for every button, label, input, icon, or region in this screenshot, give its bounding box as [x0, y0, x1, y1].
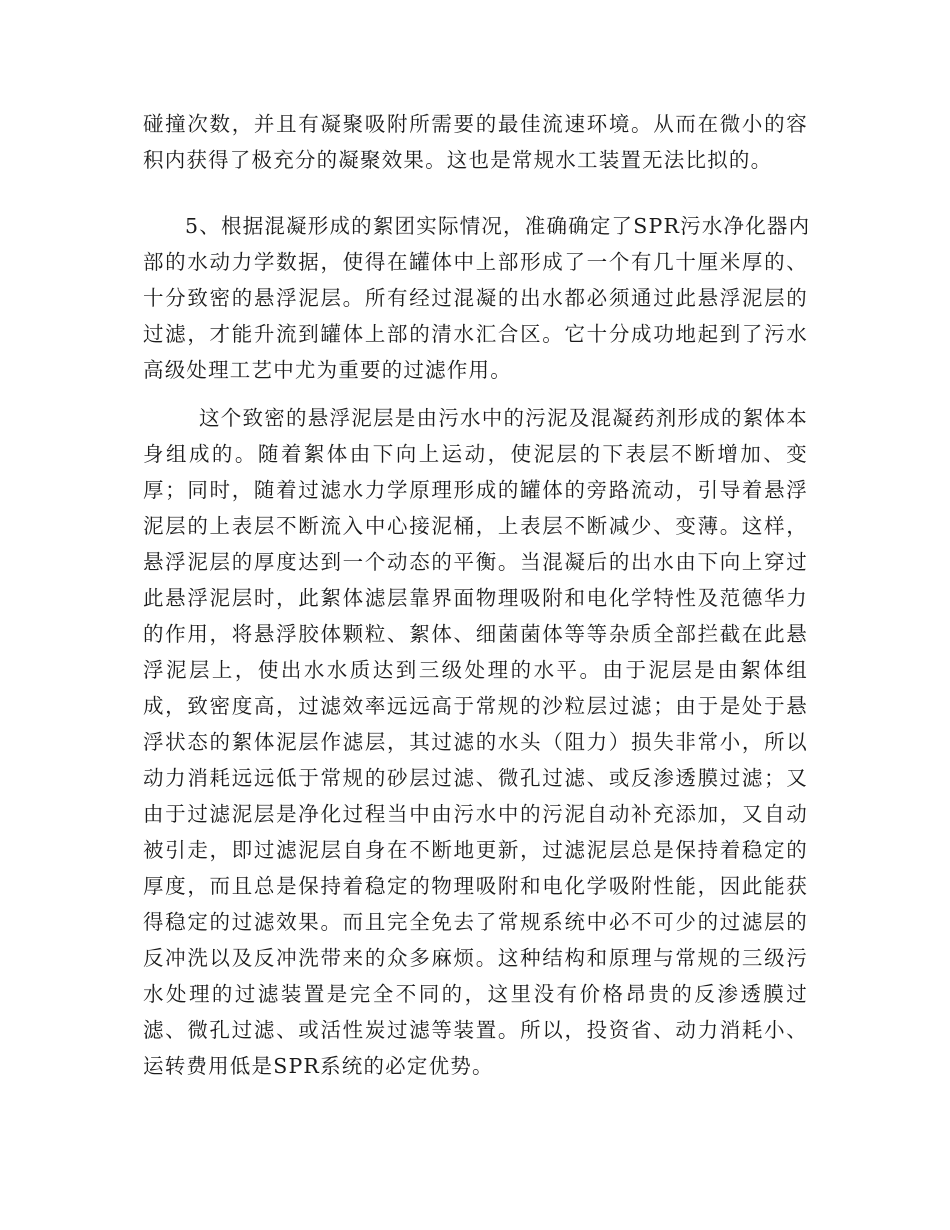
text-line: 厚度，而且总是保持着稳定的物理吸附和电化学吸附性能，因此能获: [143, 874, 808, 898]
text-line: 厚；同时，随着过滤水力学原理形成的罐体的旁路流动，引导着悬浮: [143, 478, 808, 502]
text-line: 此悬浮泥层时，此絮体滤层靠界面物理吸附和电化学特性及范德华力: [143, 586, 808, 610]
text-line: 过滤，才能升流到罐体上部的清水汇合区。它十分成功地起到了污水: [143, 322, 808, 346]
text-line: 这个致密的悬浮泥层是由污水中的污泥及混凝药剂形成的絮体本: [199, 406, 808, 430]
text-line: 5、根据混凝形成的絮团实际情况，准确确定了SPR污水净化器内: [185, 214, 811, 238]
text-line: 运转费用低是SPR系统的必定优势。: [143, 1054, 494, 1078]
text-line: 十分致密的悬浮泥层。所有经过混凝的出水都必须通过此悬浮泥层的: [143, 286, 808, 310]
text-line: 水处理的过滤装置是完全不同的，这里没有价格昂贵的反渗透膜过: [143, 982, 808, 1006]
text-line: 由于过滤泥层是净化过程当中由污水中的污泥自动补充添加，又自动: [143, 802, 808, 826]
paragraph-continuation: [143, 106, 808, 178]
text-line: 动力消耗远远低于常规的砂层过滤、微孔过滤、或反渗透膜过滤；又: [143, 766, 808, 790]
text-line: 悬浮泥层的厚度达到一个动态的平衡。当混凝后的出水由下向上穿过: [143, 550, 808, 574]
text-line: 浮泥层上，使出水水质达到三级处理的水平。由于泥层是由絮体组: [143, 658, 808, 682]
text-line: 高级处理工艺中尤为重要的过滤作用。: [143, 358, 512, 382]
text-line: 身组成的。随着絮体由下向上运动，使泥层的下表层不断增加、变: [143, 442, 808, 466]
paragraph-point-5: [143, 208, 811, 388]
text-line: 反冲洗以及反冲洗带来的众多麻烦。这种结构和原理与常规的三级污: [143, 946, 808, 970]
text-line: 被引走，即过滤泥层自身在不断地更新，过滤泥层总是保持着稳定的: [143, 838, 808, 862]
text-line: 得稳定的过滤效果。而且完全免去了常规系统中必不可少的过滤层的: [143, 910, 808, 934]
text-line: 成，致密度高，过滤效率远远高于常规的沙粒层过滤；由于是处于悬: [143, 694, 808, 718]
text-line: 泥层的上表层不断流入中心接泥桶，上表层不断减少、变薄。这样，: [143, 514, 808, 538]
text-line: 的作用，将悬浮胶体颗粒、絮体、细菌菌体等等杂质全部拦截在此悬: [143, 622, 808, 646]
text-line: 浮状态的絮体泥层作滤层，其过滤的水头（阻力）损失非常小，所以: [143, 730, 808, 754]
text-line: 部的水动力学数据，使得在罐体中上部形成了一个有几十厘米厚的、: [143, 250, 808, 274]
paragraph-sludge-layer: [143, 400, 808, 1084]
text-line: 碰撞次数，并且有凝聚吸附所需要的最佳流速环境。从而在微小的容: [143, 112, 808, 136]
text-line: 积内获得了极充分的凝聚效果。这也是常规水工装置无法比拟的。: [143, 148, 773, 172]
text-line: 滤、微孔过滤、或活性炭过滤等装置。所以，投资省、动力消耗小、: [143, 1018, 808, 1042]
